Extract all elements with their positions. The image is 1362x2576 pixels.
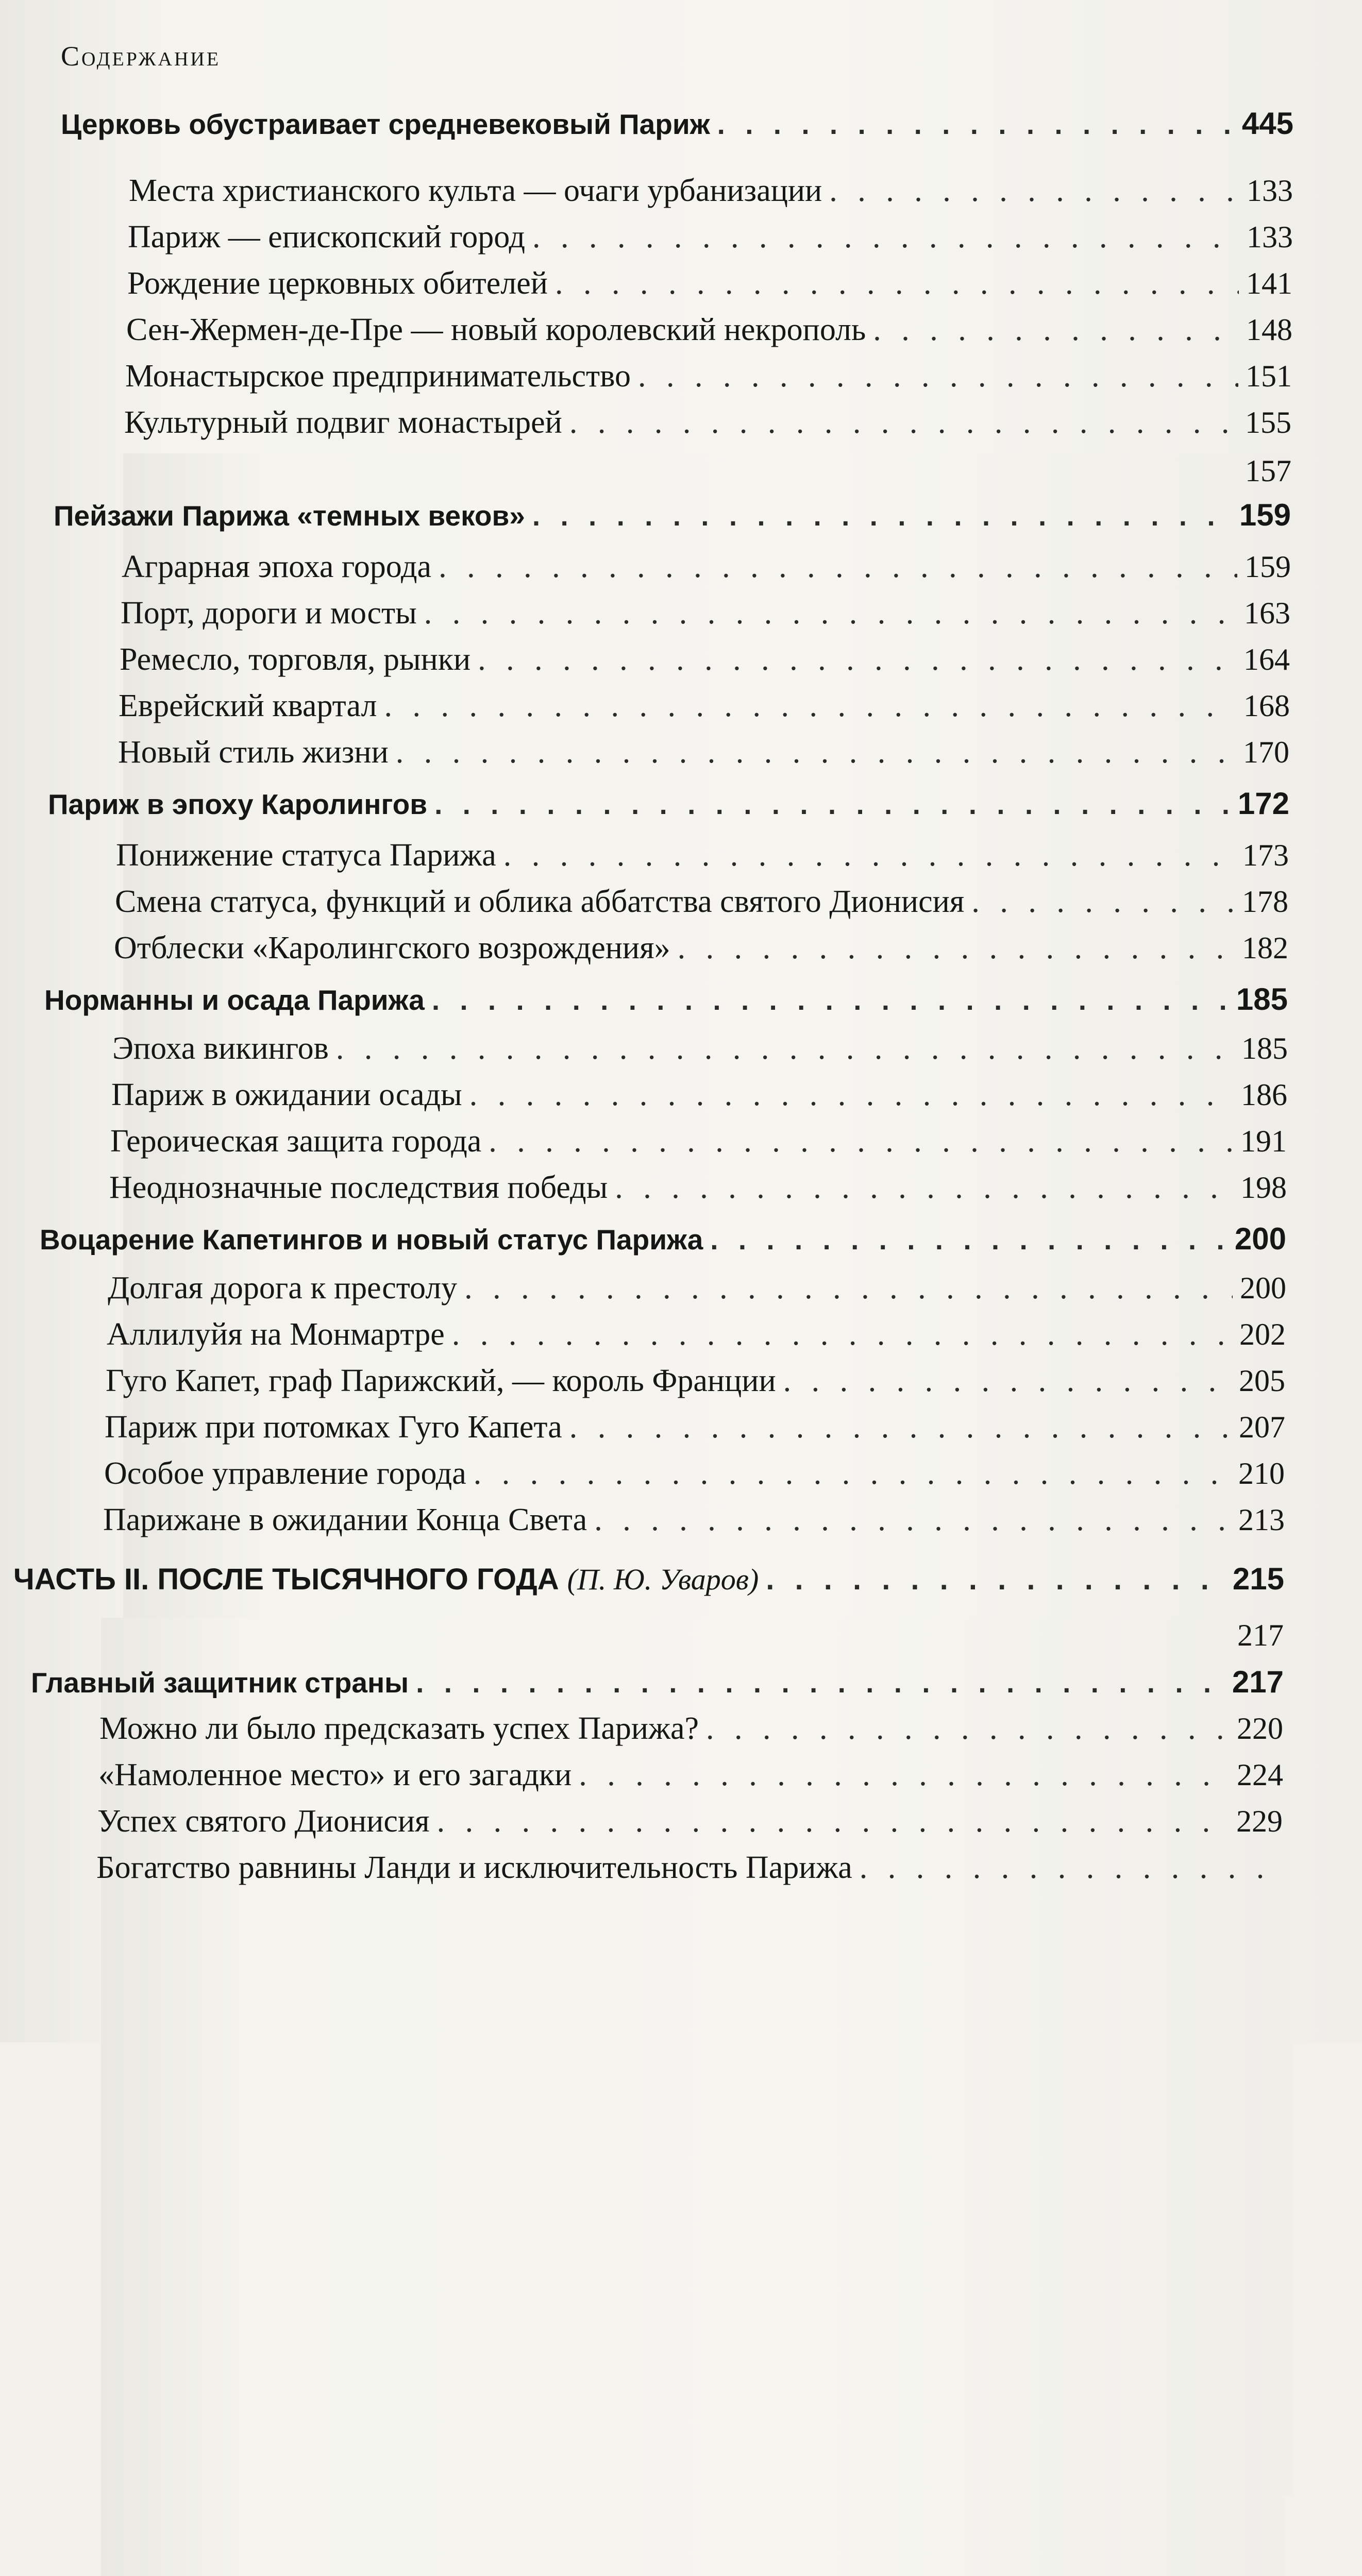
toc-chapter-entry (31, 1664, 1284, 1700)
toc-subsection-entry (127, 265, 1292, 302)
toc-entry-title: Рождение церковных обителей (127, 266, 548, 301)
dot-leader (437, 1803, 1229, 1840)
toc-entry-title: Неоднозначные последствия победы (109, 1170, 608, 1205)
toc-page-number: 445 (1241, 106, 1293, 141)
dot-leader (638, 358, 1238, 395)
toc-page-number: 163 (1244, 596, 1290, 630)
toc-entry-title: Долгая дорога к престолу (108, 1270, 458, 1306)
toc-chapter-entry (40, 1221, 1286, 1257)
dot-leader (478, 641, 1236, 678)
toc-subsection-entry (114, 930, 1288, 967)
toc-entry-title: Пейзажи Парижа «темных веков» (54, 500, 525, 532)
toc-entry-title: Париж при потомках Гуго Капета (105, 1410, 562, 1445)
toc-page-number: 164 (1243, 642, 1290, 676)
toc-entry-title: Эпоха викингов (112, 1031, 329, 1066)
toc-page-number: 202 (1239, 1317, 1286, 1351)
toc-entry-title: Культурный подвиг монастырей (124, 405, 562, 440)
toc-page-number: 178 (1242, 885, 1288, 919)
dot-leader (706, 1710, 1230, 1747)
toc-entry-title: Гуго Капет, граф Парижский, — король Франции (106, 1363, 776, 1398)
toc-entry-title: Париж в ожидании осады (111, 1077, 462, 1112)
dot-leader (489, 1123, 1233, 1160)
toc-entry-title: Сен-Жермен-де-Пре — новый королевский некрополь (126, 312, 866, 347)
toc-page-number: 133 (1247, 174, 1293, 208)
toc-entry-title: «Намоленное место» и его загадки (98, 1757, 572, 1792)
dot-leader (873, 312, 1239, 348)
toc-page-number: 220 (1237, 1711, 1283, 1745)
dot-leader (434, 788, 1231, 821)
toc-page-number: 159 (1245, 550, 1291, 584)
toc-entry-title: ЧАСТЬ II. ПОСЛЕ ТЫСЯЧНОГО ГОДА (13, 1563, 559, 1596)
toc-subsection-entry (96, 1850, 1282, 1886)
toc-page-number: 182 (1242, 931, 1288, 965)
toc-page-number: 215 (1232, 1562, 1284, 1596)
toc-subsection-entry (128, 219, 1293, 256)
toc-page-number: 170 (1243, 735, 1289, 769)
dot-leader (678, 930, 1235, 967)
dot-leader (439, 549, 1237, 585)
toc-page-number: 157 (1245, 454, 1291, 488)
toc-subsection-entry (129, 173, 1293, 209)
toc-page-number: 198 (1240, 1171, 1287, 1205)
toc-subsection-entry (121, 595, 1290, 632)
dot-leader (532, 499, 1232, 532)
toc-entry-title: Аллилуйя на Монмартре (107, 1317, 445, 1352)
dot-leader (829, 173, 1239, 209)
toc-entry-title: Главный защитник страны (31, 1667, 409, 1699)
toc-page-number: 200 (1234, 1222, 1286, 1256)
dot-leader (971, 884, 1235, 920)
toc-page-number: 151 (1246, 359, 1292, 393)
toc-subsection-entry (111, 1077, 1287, 1113)
dot-leader (396, 734, 1236, 771)
toc-entry-title: Можно ли было предсказать успех Парижа? (99, 1711, 699, 1746)
toc-entry-title: Отблески «Каролингского возрождения» (114, 930, 670, 965)
dot-leader (615, 1170, 1233, 1206)
toc-entry-title: Богатство равнины Ланди и исключительность Парижа (96, 1850, 852, 1885)
toc-entry-title: Успех святого Дионисия (97, 1804, 430, 1839)
toc-page-number: 172 (1237, 786, 1289, 821)
toc-entry-title: Понижение статуса Парижа (116, 838, 496, 873)
dot-leader (416, 1666, 1225, 1699)
dot-leader (464, 1270, 1233, 1307)
toc-subsection-entry (110, 1123, 1287, 1160)
toc-subsection-entry (120, 641, 1290, 678)
dot-leader (555, 265, 1239, 302)
toc-subsection-entry (109, 1170, 1287, 1206)
dot-leader (432, 984, 1229, 1016)
toc-subsection-entry (119, 688, 1290, 724)
toc-page-number: 191 (1240, 1124, 1287, 1158)
toc-chapter-entry (48, 786, 1289, 821)
toc-page-number: 217 (1237, 1618, 1284, 1652)
toc-entry-title: Ремесло, торговля, рынки (120, 642, 471, 677)
toc-entry-title: Еврейский квартал (119, 688, 377, 723)
toc-page-number: 159 (1239, 498, 1291, 532)
toc-chapter-entry (61, 106, 1293, 141)
toc-subsection-entry (99, 1710, 1283, 1747)
dot-leader (579, 1757, 1230, 1793)
toc-part-author: (П. Ю. Уваров) (567, 1563, 759, 1596)
dot-leader (783, 1363, 1232, 1399)
dot-leader (336, 1030, 1234, 1067)
toc-entry-title: Париж — епископский город (128, 219, 526, 255)
toc-entry-title: Новый стиль жизни (118, 735, 389, 770)
toc-page-number: 186 (1241, 1078, 1287, 1112)
dot-leader (860, 1850, 1275, 1886)
toc-entry-title: Аграрная эпоха города (122, 549, 432, 584)
toc-page-number: 141 (1246, 266, 1292, 300)
toc-subsection-entry (97, 1803, 1283, 1840)
dot-leader (469, 1077, 1234, 1113)
toc-entry-title: Воцарение Капетингов и новый статус Парижа (40, 1224, 703, 1256)
toc-entry-title: Особое управление города (104, 1456, 466, 1491)
toc-entry-title: Порт, дороги и мосты (121, 596, 417, 631)
toc-subsection-entry (105, 1409, 1285, 1446)
toc-subsection-entry (103, 1502, 1285, 1538)
toc-entry-title: Монастырское предпринимательство (125, 359, 631, 394)
running-head: Содержание (61, 41, 221, 72)
toc-page-number: 207 (1239, 1410, 1285, 1444)
toc-page-number: 224 (1237, 1758, 1283, 1792)
toc-page-number: 210 (1238, 1456, 1285, 1490)
toc-page-number: 205 (1239, 1364, 1285, 1398)
dot-leader (766, 1562, 1225, 1597)
dot-leader (532, 219, 1239, 256)
dot-leader (424, 595, 1237, 632)
toc-subsection-entry (125, 358, 1292, 395)
toc-subsection-entry (115, 884, 1288, 920)
dot-leader (569, 1409, 1232, 1446)
toc-subsection-entry (112, 1030, 1288, 1067)
dot-leader (474, 1455, 1231, 1492)
dot-leader (717, 108, 1235, 141)
toc-subsection-entry (116, 837, 1289, 874)
toc-page-number: 155 (1245, 405, 1291, 439)
toc-subsection-entry (124, 404, 1291, 441)
toc-entry-title: Париж в эпоху Каролингов (48, 788, 428, 820)
toc-entry-title: Смена статуса, функций и облика аббатства святого Дионисия (115, 884, 965, 919)
toc-page-number: 185 (1236, 982, 1288, 1016)
toc-subsection-entry (104, 1455, 1285, 1492)
dot-leader (503, 837, 1235, 874)
toc-entry-title: Места христианского культа — очаги урбанизации (129, 173, 822, 208)
toc-entry-title: Героическая защита города (110, 1124, 482, 1159)
toc-page-number: 133 (1247, 220, 1293, 254)
toc-page-number: 213 (1238, 1503, 1285, 1537)
toc-subsection-entry (118, 734, 1289, 771)
toc-entry-title: Церковь обустраивает средневековый Париж (61, 108, 710, 140)
toc-chapter-entry (44, 981, 1288, 1017)
toc-part-entry (13, 1561, 1284, 1597)
toc-subsection-entry (107, 1316, 1286, 1353)
toc-page-number: 173 (1242, 838, 1289, 872)
toc-subsection-entry (106, 1363, 1285, 1399)
dot-leader (594, 1502, 1231, 1538)
toc-page-number: 217 (1232, 1665, 1284, 1699)
dot-leader (452, 1316, 1232, 1353)
toc-subsection-entry (122, 549, 1291, 585)
toc-subsection-entry (98, 1757, 1283, 1793)
dot-leader (569, 404, 1238, 441)
toc-subsection-entry (108, 1270, 1286, 1307)
toc-chapter-entry (54, 497, 1291, 533)
toc-entry-title: Парижане в ожидании Конца Света (103, 1502, 587, 1537)
toc-page-number: 185 (1241, 1031, 1288, 1065)
toc-page-number: 200 (1240, 1271, 1286, 1305)
dot-leader (710, 1223, 1228, 1256)
toc-page-number: 148 (1246, 313, 1292, 347)
toc-entry-title: Норманны и осада Парижа (44, 984, 425, 1016)
toc-subsection-entry (126, 312, 1292, 348)
dot-leader (384, 688, 1236, 724)
toc-page-number: 229 (1236, 1804, 1283, 1838)
toc-page-number: 168 (1243, 689, 1290, 723)
